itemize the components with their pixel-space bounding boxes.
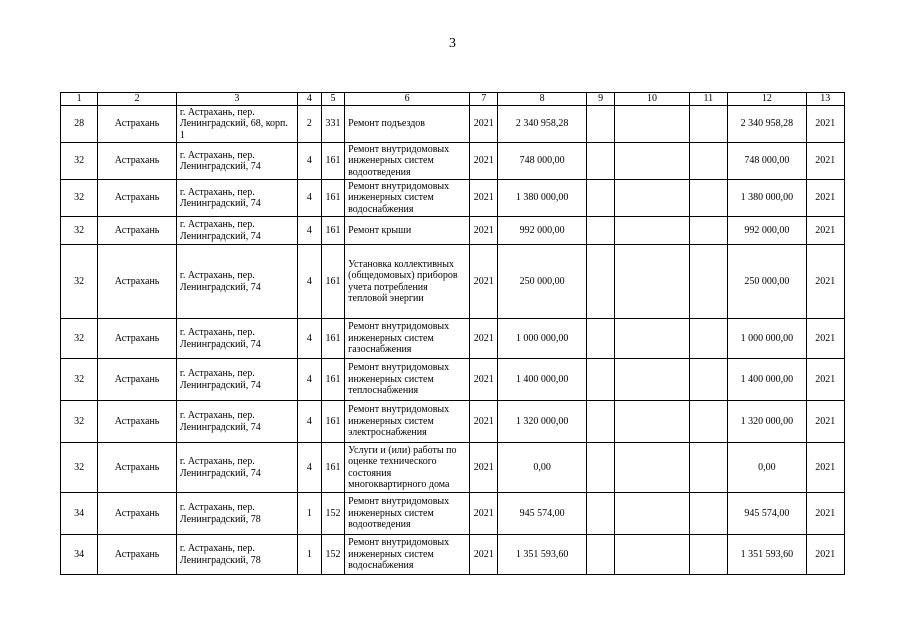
cell-col9 bbox=[586, 359, 614, 401]
cell-end-year: 2021 bbox=[806, 143, 844, 180]
cell-total: 1 320 000,00 bbox=[728, 401, 807, 443]
cell-col10 bbox=[615, 535, 690, 575]
table-row bbox=[61, 180, 845, 217]
cell-address: г. Астрахань, пер. Ленинградский, 78 bbox=[176, 493, 297, 535]
cell-city: Астрахань bbox=[98, 245, 177, 319]
cell-col11 bbox=[689, 535, 727, 575]
cell-total: 0,00 bbox=[728, 443, 807, 493]
column-header: 5 bbox=[321, 93, 344, 106]
cell-col11 bbox=[689, 143, 727, 180]
cell-row-number: 34 bbox=[61, 493, 98, 535]
cell-city: Астрахань bbox=[98, 493, 177, 535]
cell-col4: 4 bbox=[297, 319, 321, 359]
table-row bbox=[61, 493, 845, 535]
cell-col9 bbox=[586, 106, 614, 143]
cell-col11 bbox=[689, 401, 727, 443]
cell-cost: 992 000,00 bbox=[498, 217, 587, 245]
cell-col10 bbox=[615, 180, 690, 217]
column-header: 8 bbox=[498, 93, 587, 106]
cell-row-number: 32 bbox=[61, 180, 98, 217]
column-header: 7 bbox=[470, 93, 498, 106]
cell-row-number: 32 bbox=[61, 319, 98, 359]
cell-end-year: 2021 bbox=[806, 535, 844, 575]
cell-col5: 161 bbox=[321, 319, 344, 359]
cell-row-number: 32 bbox=[61, 217, 98, 245]
cell-total: 2 340 958,28 bbox=[728, 106, 807, 143]
cell-cost: 1 380 000,00 bbox=[498, 180, 587, 217]
cell-cost: 250 000,00 bbox=[498, 245, 587, 319]
cell-col4: 4 bbox=[297, 359, 321, 401]
cell-year: 2021 bbox=[470, 217, 498, 245]
cell-year: 2021 bbox=[470, 106, 498, 143]
cell-work-type: Ремонт внутридомовых инженерных систем теплоснабжения bbox=[345, 359, 470, 401]
cell-col4: 1 bbox=[297, 535, 321, 575]
cell-cost: 945 574,00 bbox=[498, 493, 587, 535]
cell-address: г. Астрахань, пер. Ленинградский, 74 bbox=[176, 401, 297, 443]
cell-end-year: 2021 bbox=[806, 493, 844, 535]
cell-col5: 152 bbox=[321, 493, 344, 535]
cell-cost: 1 000 000,00 bbox=[498, 319, 587, 359]
cell-total: 250 000,00 bbox=[728, 245, 807, 319]
cell-col11 bbox=[689, 493, 727, 535]
cell-work-type: Ремонт внутридомовых инженерных систем электроснабжения bbox=[345, 401, 470, 443]
cell-city: Астрахань bbox=[98, 359, 177, 401]
cell-col5: 152 bbox=[321, 535, 344, 575]
cell-row-number: 32 bbox=[61, 443, 98, 493]
cell-work-type: Установка коллективных (общедомовых) приборов учета потребления тепловой энергии bbox=[345, 245, 470, 319]
cell-col9 bbox=[586, 319, 614, 359]
cell-cost: 0,00 bbox=[498, 443, 587, 493]
table-row bbox=[61, 443, 845, 493]
cell-col9 bbox=[586, 217, 614, 245]
cell-year: 2021 bbox=[470, 401, 498, 443]
cell-col5: 331 bbox=[321, 106, 344, 143]
cell-city: Астрахань bbox=[98, 106, 177, 143]
column-header: 11 bbox=[689, 93, 727, 106]
cell-end-year: 2021 bbox=[806, 217, 844, 245]
cell-year: 2021 bbox=[470, 143, 498, 180]
cell-year: 2021 bbox=[470, 493, 498, 535]
cell-address: г. Астрахань, пер. Ленинградский, 74 bbox=[176, 443, 297, 493]
cell-address: г. Астрахань, пер. Ленинградский, 74 bbox=[176, 217, 297, 245]
cell-col11 bbox=[689, 217, 727, 245]
cell-col9 bbox=[586, 245, 614, 319]
cell-end-year: 2021 bbox=[806, 319, 844, 359]
cell-col10 bbox=[615, 217, 690, 245]
cell-col4: 4 bbox=[297, 217, 321, 245]
cell-cost: 748 000,00 bbox=[498, 143, 587, 180]
cell-col10 bbox=[615, 106, 690, 143]
cell-col11 bbox=[689, 359, 727, 401]
cell-col5: 161 bbox=[321, 443, 344, 493]
cell-city: Астрахань bbox=[98, 180, 177, 217]
cell-col9 bbox=[586, 143, 614, 180]
cell-city: Астрахань bbox=[98, 401, 177, 443]
cell-col4: 4 bbox=[297, 443, 321, 493]
cell-work-type: Ремонт внутридомовых инженерных систем водоотведения bbox=[345, 143, 470, 180]
table-row bbox=[61, 217, 845, 245]
cell-row-number: 32 bbox=[61, 401, 98, 443]
cell-col9 bbox=[586, 493, 614, 535]
cell-end-year: 2021 bbox=[806, 245, 844, 319]
column-header: 4 bbox=[297, 93, 321, 106]
header-row bbox=[61, 93, 845, 106]
cell-address: г. Астрахань, пер. Ленинградский, 74 bbox=[176, 143, 297, 180]
cell-col9 bbox=[586, 443, 614, 493]
cell-end-year: 2021 bbox=[806, 359, 844, 401]
column-header: 6 bbox=[345, 93, 470, 106]
table-row bbox=[61, 245, 845, 319]
cell-col5: 161 bbox=[321, 180, 344, 217]
cell-city: Астрахань bbox=[98, 217, 177, 245]
cell-row-number: 32 bbox=[61, 245, 98, 319]
cell-col11 bbox=[689, 319, 727, 359]
cell-row-number: 32 bbox=[61, 143, 98, 180]
table-row bbox=[61, 535, 845, 575]
cell-col10 bbox=[615, 401, 690, 443]
cell-total: 992 000,00 bbox=[728, 217, 807, 245]
cell-end-year: 2021 bbox=[806, 443, 844, 493]
cell-col11 bbox=[689, 180, 727, 217]
cell-work-type: Ремонт внутридомовых инженерных систем водоснабжения bbox=[345, 180, 470, 217]
cell-address: г. Астрахань, пер. Ленинградский, 74 bbox=[176, 180, 297, 217]
cell-cost: 1 400 000,00 bbox=[498, 359, 587, 401]
table-row bbox=[61, 401, 845, 443]
cell-year: 2021 bbox=[470, 359, 498, 401]
cell-col11 bbox=[689, 245, 727, 319]
cell-col4: 4 bbox=[297, 180, 321, 217]
cell-address: г. Астрахань, пер. Ленинградский, 68, корп. 1 bbox=[176, 106, 297, 143]
cell-address: г. Астрахань, пер. Ленинградский, 78 bbox=[176, 535, 297, 575]
column-header: 9 bbox=[586, 93, 614, 106]
cell-col10 bbox=[615, 143, 690, 180]
cell-work-type: Услуги и (или) работы по оценке технического состояния многоквартирного дома bbox=[345, 443, 470, 493]
cell-work-type: Ремонт крыши bbox=[345, 217, 470, 245]
cell-col4: 2 bbox=[297, 106, 321, 143]
cell-col9 bbox=[586, 180, 614, 217]
cell-col11 bbox=[689, 443, 727, 493]
cell-year: 2021 bbox=[470, 245, 498, 319]
cell-col10 bbox=[615, 359, 690, 401]
table-row bbox=[61, 143, 845, 180]
table-row bbox=[61, 106, 845, 143]
cell-city: Астрахань bbox=[98, 535, 177, 575]
cell-cost: 1 320 000,00 bbox=[498, 401, 587, 443]
cell-cost: 2 340 958,28 bbox=[498, 106, 587, 143]
cell-work-type: Ремонт подъездов bbox=[345, 106, 470, 143]
column-header: 1 bbox=[61, 93, 98, 106]
cell-work-type: Ремонт внутридомовых инженерных систем водоснабжения bbox=[345, 535, 470, 575]
cell-col5: 161 bbox=[321, 217, 344, 245]
cell-year: 2021 bbox=[470, 319, 498, 359]
cell-total: 945 574,00 bbox=[728, 493, 807, 535]
column-header: 10 bbox=[615, 93, 690, 106]
cell-col10 bbox=[615, 443, 690, 493]
column-header: 3 bbox=[176, 93, 297, 106]
column-header: 12 bbox=[728, 93, 807, 106]
cell-cost: 1 351 593,60 bbox=[498, 535, 587, 575]
cell-col4: 4 bbox=[297, 143, 321, 180]
column-header: 2 bbox=[98, 93, 177, 106]
cell-year: 2021 bbox=[470, 535, 498, 575]
cell-col4: 4 bbox=[297, 401, 321, 443]
page-number: 3 bbox=[449, 36, 456, 51]
cell-col4: 4 bbox=[297, 245, 321, 319]
cell-col5: 161 bbox=[321, 401, 344, 443]
table-row bbox=[61, 359, 845, 401]
cell-col5: 161 bbox=[321, 143, 344, 180]
cell-city: Астрахань bbox=[98, 143, 177, 180]
cell-total: 1 380 000,00 bbox=[728, 180, 807, 217]
cell-end-year: 2021 bbox=[806, 180, 844, 217]
cell-address: г. Астрахань, пер. Ленинградский, 74 bbox=[176, 359, 297, 401]
cell-total: 1 351 593,60 bbox=[728, 535, 807, 575]
cell-row-number: 34 bbox=[61, 535, 98, 575]
table-row bbox=[61, 319, 845, 359]
cell-total: 1 400 000,00 bbox=[728, 359, 807, 401]
cell-work-type: Ремонт внутридомовых инженерных систем водоотведения bbox=[345, 493, 470, 535]
cell-end-year: 2021 bbox=[806, 106, 844, 143]
cell-address: г. Астрахань, пер. Ленинградский, 74 bbox=[176, 319, 297, 359]
cell-year: 2021 bbox=[470, 180, 498, 217]
cell-col10 bbox=[615, 493, 690, 535]
cell-col11 bbox=[689, 106, 727, 143]
works-table bbox=[60, 92, 845, 575]
cell-total: 748 000,00 bbox=[728, 143, 807, 180]
cell-col9 bbox=[586, 535, 614, 575]
cell-row-number: 28 bbox=[61, 106, 98, 143]
cell-col10 bbox=[615, 245, 690, 319]
column-header: 13 bbox=[806, 93, 844, 106]
cell-col5: 161 bbox=[321, 359, 344, 401]
cell-city: Астрахань bbox=[98, 319, 177, 359]
cell-address: г. Астрахань, пер. Ленинградский, 74 bbox=[176, 245, 297, 319]
cell-work-type: Ремонт внутридомовых инженерных систем газоснабжения bbox=[345, 319, 470, 359]
cell-col10 bbox=[615, 319, 690, 359]
cell-col4: 1 bbox=[297, 493, 321, 535]
cell-col5: 161 bbox=[321, 245, 344, 319]
cell-year: 2021 bbox=[470, 443, 498, 493]
cell-end-year: 2021 bbox=[806, 401, 844, 443]
cell-row-number: 32 bbox=[61, 359, 98, 401]
cell-city: Астрахань bbox=[98, 443, 177, 493]
cell-col9 bbox=[586, 401, 614, 443]
cell-total: 1 000 000,00 bbox=[728, 319, 807, 359]
